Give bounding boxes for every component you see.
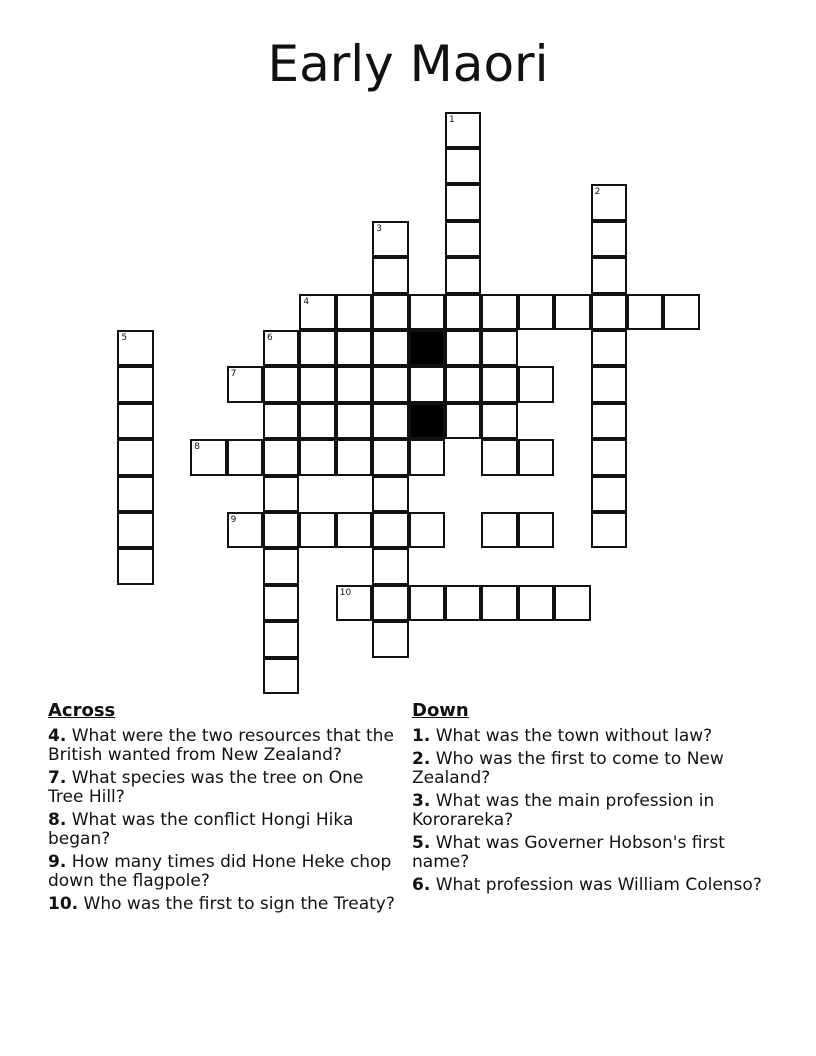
grid-cell[interactable] <box>263 658 299 694</box>
grid-cell[interactable] <box>372 403 408 439</box>
grid-cell[interactable] <box>481 294 517 330</box>
grid-cell[interactable] <box>372 621 408 657</box>
grid-cell[interactable] <box>299 330 335 366</box>
grid-cell[interactable] <box>263 585 299 621</box>
grid-cell[interactable] <box>518 366 554 402</box>
down-clue <box>412 792 772 830</box>
across-clue <box>48 895 403 914</box>
grid-cell[interactable] <box>554 294 590 330</box>
grid-cell[interactable] <box>336 585 372 621</box>
grid-cell[interactable] <box>445 330 481 366</box>
clue-number-label: 9 <box>230 515 237 525</box>
clue-number: 6. <box>412 875 431 895</box>
grid-cell[interactable] <box>409 294 445 330</box>
grid-cell[interactable] <box>591 330 627 366</box>
grid-cell[interactable] <box>591 257 627 293</box>
grid-cell[interactable] <box>117 476 153 512</box>
grid-cell[interactable] <box>591 366 627 402</box>
grid-cell[interactable] <box>591 294 627 330</box>
clue-number: 10. <box>48 894 79 914</box>
across-clue <box>48 811 403 849</box>
clue-number-label: 7 <box>230 369 237 380</box>
clue-number-label: 8 <box>194 442 200 453</box>
grid-cell[interactable] <box>445 257 481 293</box>
clue-text: What profession was William Colenso? <box>435 875 762 895</box>
grid-cell[interactable] <box>263 548 299 584</box>
grid-cell[interactable] <box>372 512 408 548</box>
across-clue <box>48 853 403 891</box>
grid-cell[interactable] <box>299 403 335 439</box>
grid-cell[interactable] <box>227 512 263 548</box>
grid-cell[interactable] <box>299 439 335 475</box>
grid-cell[interactable] <box>227 366 263 402</box>
grid-cell[interactable] <box>481 439 517 475</box>
grid-cell[interactable] <box>117 403 153 439</box>
grid-cell[interactable] <box>372 548 408 584</box>
grid-cell[interactable] <box>299 512 335 548</box>
clue-number: 8. <box>48 810 67 830</box>
grid-cell[interactable] <box>263 621 299 657</box>
clue-number: 7. <box>48 768 67 788</box>
grid-cell[interactable] <box>299 294 335 330</box>
grid-cell[interactable] <box>481 366 517 402</box>
grid-cell[interactable] <box>518 585 554 621</box>
across-clue <box>48 727 403 765</box>
grid-cell[interactable] <box>481 330 517 366</box>
grid-cell[interactable] <box>117 439 153 475</box>
grid-cell[interactable] <box>591 512 627 548</box>
grid-cell[interactable] <box>336 512 372 548</box>
clue-text: What were the two resources that the British wanted from New Zealand? <box>48 726 394 765</box>
clue-number: 2. <box>412 749 431 769</box>
grid-cell[interactable] <box>263 403 299 439</box>
grid-cell[interactable] <box>409 366 445 402</box>
clue-text: What was the main profession in Kororareka? <box>412 791 715 830</box>
grid-cell[interactable] <box>263 439 299 475</box>
down-clue <box>412 750 772 788</box>
clue-text: What species was the tree on One Tree Hill? <box>48 768 364 807</box>
grid-cell[interactable] <box>263 512 299 548</box>
grid-cell[interactable] <box>299 366 335 402</box>
clue-text: What was the town without law? <box>435 726 713 746</box>
grid-cell[interactable] <box>445 403 481 439</box>
clue-number-label: 3 <box>376 223 382 234</box>
grid-cell[interactable] <box>117 330 153 366</box>
grid-cell[interactable] <box>591 439 627 475</box>
clue-text: What was Governer Hobson's first name? <box>412 833 725 872</box>
clue-text: Who was the first to sign the Treaty? <box>83 894 395 914</box>
grid-cell[interactable] <box>372 439 408 475</box>
grid-cell[interactable] <box>372 366 408 402</box>
grid-cell[interactable] <box>336 439 372 475</box>
clue-number-label: 2 <box>594 187 601 198</box>
grid-cell[interactable] <box>518 294 554 330</box>
grid-cell[interactable] <box>372 585 408 621</box>
down-clue <box>412 834 772 872</box>
clue-text: Who was the first to come to New Zealand? <box>412 749 724 788</box>
clue-number-label: 10 <box>339 587 352 598</box>
clue-text: What was the conflict Hongi Hika began? <box>48 810 354 849</box>
grid-cell[interactable] <box>372 330 408 366</box>
grid-cell[interactable] <box>445 221 481 257</box>
down-clues <box>412 700 772 899</box>
grid-cell[interactable] <box>591 403 627 439</box>
grid-cell[interactable] <box>372 294 408 330</box>
grid-cell[interactable] <box>445 366 481 402</box>
grid-cell[interactable] <box>263 366 299 402</box>
clue-number: 4. <box>48 726 67 746</box>
down-clue <box>412 876 772 895</box>
clue-number-label: 1 <box>449 114 455 125</box>
clue-number-label: 4 <box>303 296 310 307</box>
grid-cell[interactable] <box>263 476 299 512</box>
grid-cell[interactable] <box>481 585 517 621</box>
grid-cell[interactable] <box>663 294 699 330</box>
down-clue <box>412 727 772 746</box>
grid-cell[interactable] <box>117 548 153 584</box>
grid-cell[interactable] <box>481 403 517 439</box>
across-clues <box>48 700 403 918</box>
clue-number: 1. <box>412 726 431 746</box>
grid-cell[interactable] <box>117 512 153 548</box>
across-heading: Across <box>48 700 116 721</box>
grid-cell[interactable] <box>409 585 445 621</box>
puzzle-title: Early Maori <box>267 35 549 93</box>
grid-cell[interactable] <box>372 257 408 293</box>
grid-cell[interactable] <box>445 585 481 621</box>
clue-number-label: 5 <box>121 333 128 343</box>
grid-cell[interactable] <box>518 439 554 475</box>
grid-cell[interactable] <box>591 476 627 512</box>
grid-cell[interactable] <box>336 294 372 330</box>
clue-number: 5. <box>412 833 431 853</box>
grid-cell[interactable] <box>627 294 663 330</box>
grid-cell[interactable] <box>518 512 554 548</box>
grid-cell[interactable] <box>263 330 299 366</box>
grid-cell[interactable] <box>445 184 481 220</box>
black-square <box>409 403 445 439</box>
grid-cell[interactable] <box>445 112 481 148</box>
grid-cell[interactable] <box>227 439 263 475</box>
grid-cell[interactable] <box>190 439 226 475</box>
across-clue <box>48 769 403 807</box>
grid-cell[interactable] <box>409 512 445 548</box>
grid-cell[interactable] <box>554 585 590 621</box>
down-heading: Down <box>412 700 469 721</box>
clue-text: How many times did Hone Heke chop down the flagpole? <box>48 852 392 891</box>
black-square <box>409 330 445 366</box>
grid-cell[interactable] <box>336 403 372 439</box>
grid-cell[interactable] <box>372 221 408 257</box>
grid-cell[interactable] <box>372 476 408 512</box>
grid-cell[interactable] <box>336 366 372 402</box>
clue-number: 3. <box>412 791 431 811</box>
clue-number: 9. <box>48 852 67 872</box>
grid-cell[interactable] <box>336 330 372 366</box>
grid-cell[interactable] <box>445 294 481 330</box>
grid-cell[interactable] <box>481 512 517 548</box>
clue-number-label: 6 <box>267 333 273 343</box>
grid-cell[interactable] <box>591 184 627 220</box>
grid-cell[interactable] <box>409 439 445 475</box>
grid-cell[interactable] <box>591 221 627 257</box>
grid-cell[interactable] <box>445 148 481 184</box>
grid-cell[interactable] <box>117 366 153 402</box>
